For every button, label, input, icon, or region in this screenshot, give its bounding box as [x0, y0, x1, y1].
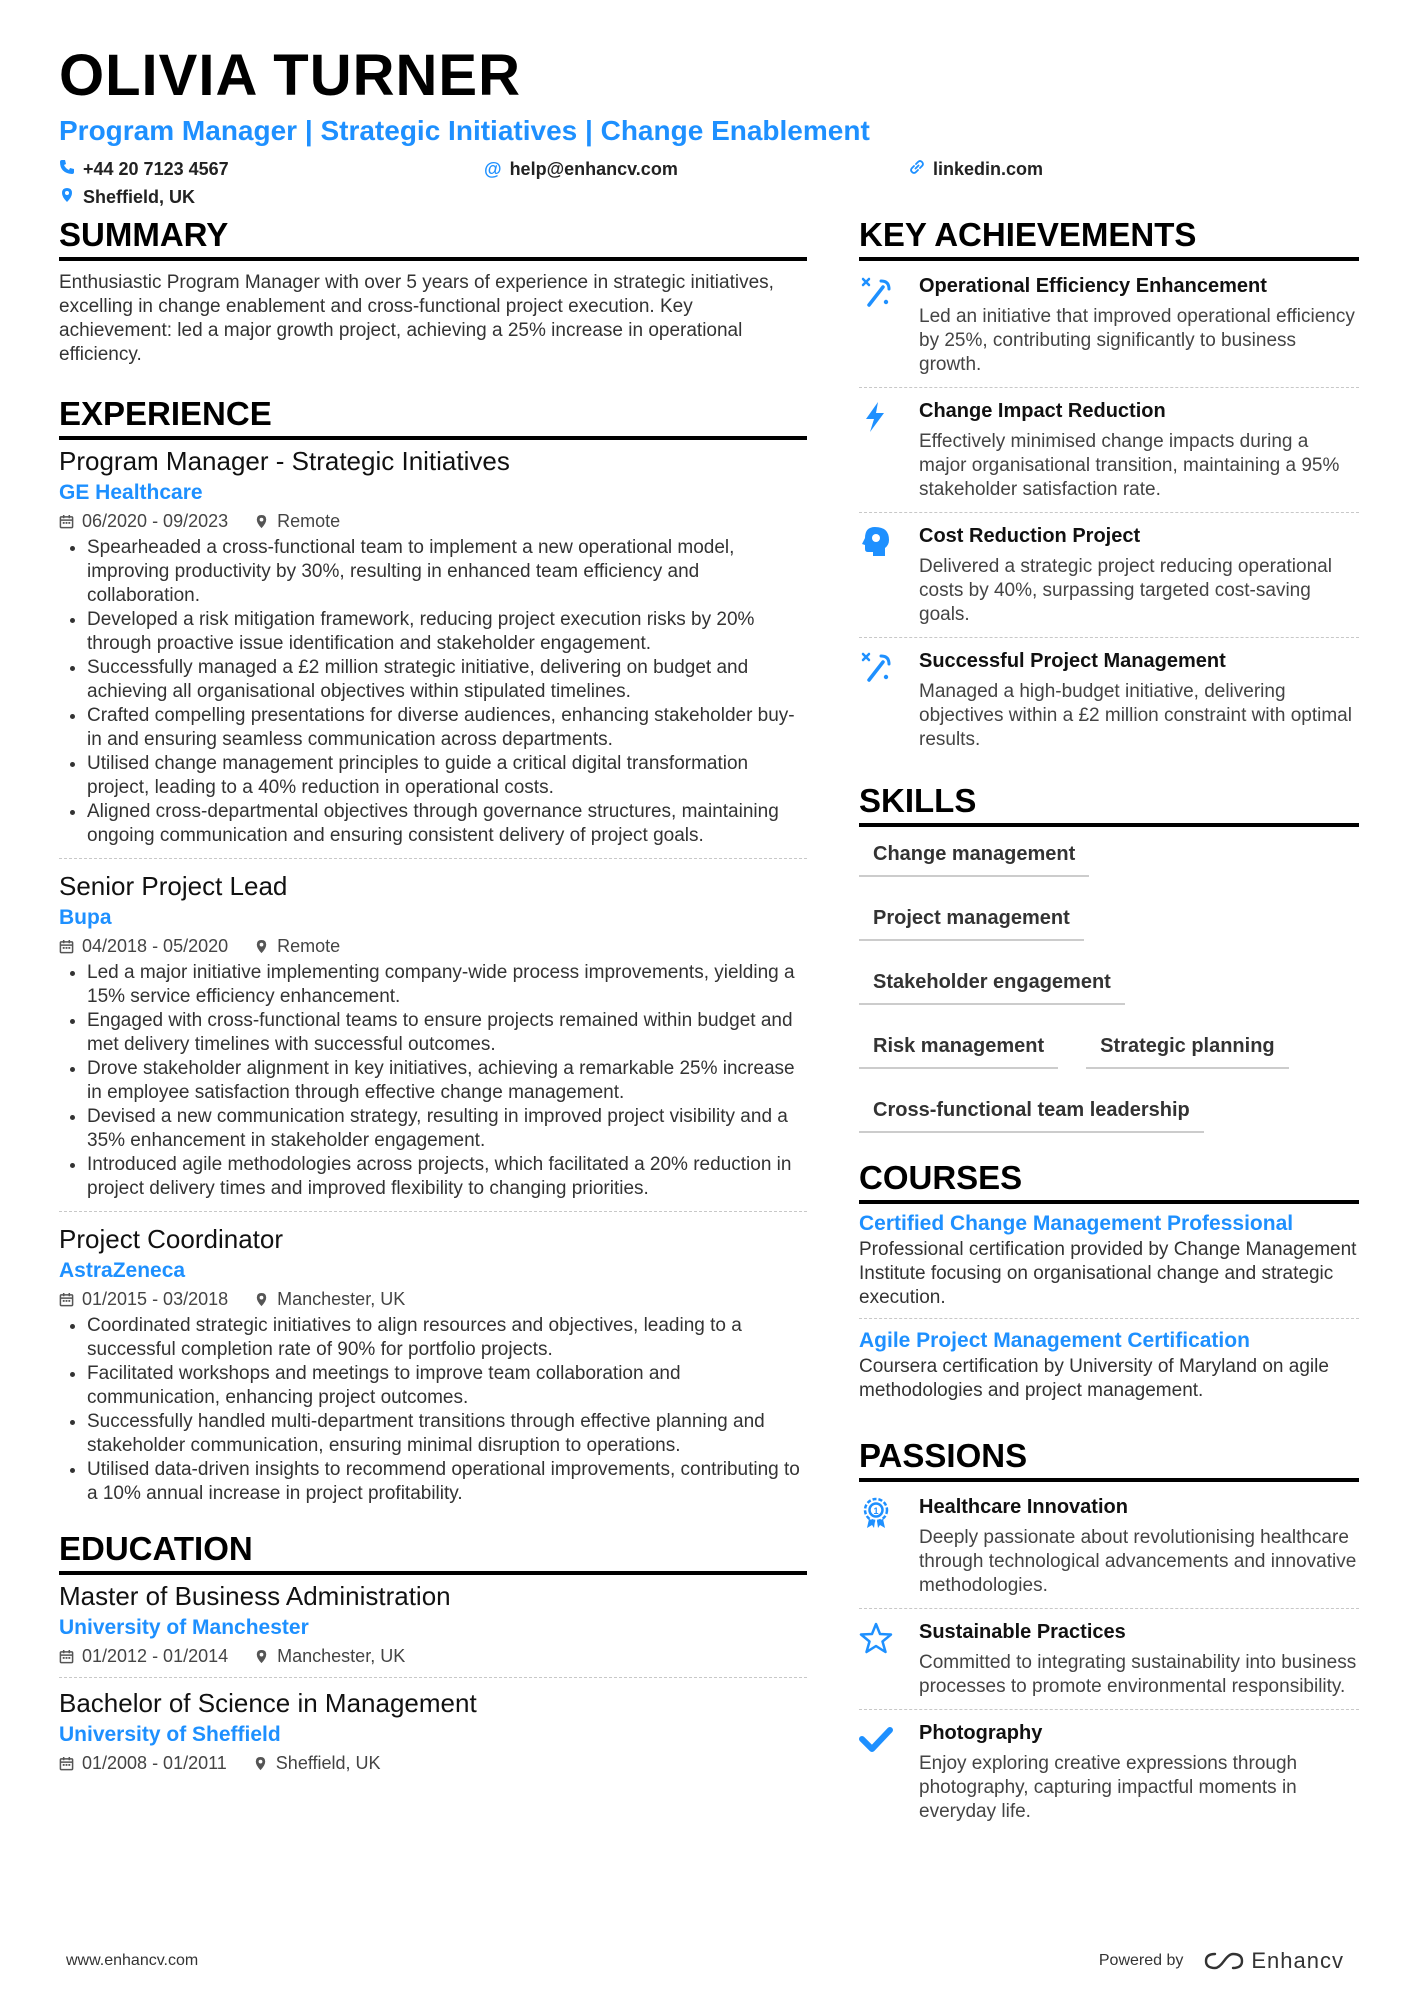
- right-column: [859, 216, 1359, 1834]
- skills-heading: SKILLS: [859, 782, 1359, 827]
- course-list: [859, 1210, 1359, 1411]
- location-pin-icon: [254, 1649, 269, 1664]
- skill-tag: Project management: [859, 905, 1084, 941]
- location-pin-icon: [254, 514, 269, 529]
- item-body: [919, 1619, 1359, 1699]
- course-item: [859, 1210, 1359, 1319]
- at-icon: @: [484, 158, 502, 179]
- powered-by: [1099, 1948, 1344, 1974]
- job-bullet: • Devised a new communication strategy, resulting in improved project visibility and a 35% enhancement in stakeholder engagement.: [87, 1105, 807, 1153]
- job-role: Senior Project Lead: [59, 871, 288, 901]
- job-bullets: [59, 961, 807, 1201]
- email-text[interactable]: help@enhancv.com: [509, 158, 678, 179]
- star-icon: [859, 1619, 919, 1699]
- education-entry: [59, 1579, 807, 1678]
- job-role: Program Manager - Strategic Initiatives: [59, 446, 510, 476]
- skill-tag: Stakeholder engagement: [859, 969, 1125, 1005]
- job-location-text: Remote: [277, 936, 341, 956]
- education-dates: [59, 1750, 227, 1776]
- job-dates-text: 04/2018 - 05/2020: [82, 936, 229, 956]
- calendar-icon: [59, 514, 74, 529]
- education-location: [254, 1643, 405, 1669]
- achievement-item: [859, 388, 1359, 513]
- achievement-item: [859, 513, 1359, 638]
- achievement-list: [859, 263, 1359, 762]
- job-entry: [59, 869, 807, 1212]
- location-text: Sheffield, UK: [83, 186, 196, 207]
- item-title: Operational Efficiency Enhancement: [919, 275, 1267, 297]
- lightning-icon: [859, 398, 919, 502]
- job-bullet: • Developed a risk mitigation framework, reducing project execution risks by 20% through proactive issue identification and stakeholder engagement.: [87, 608, 807, 656]
- location-pin-icon: [253, 1756, 268, 1771]
- achievement-item: [859, 263, 1359, 388]
- item-description: Led an initiative that improved operational efficiency by 25%, contributing significantly to business growth.: [919, 306, 1355, 375]
- job-location: [254, 508, 340, 534]
- course-title: Agile Project Management Certification: [859, 1329, 1250, 1352]
- job-role: Project Coordinator: [59, 1224, 283, 1254]
- education-location-text: Sheffield, UK: [275, 1753, 381, 1773]
- summary-text: Enthusiastic Program Manager with over 5 years of experience in strategic initiatives, excelling in change enablement and cross-functional project execution. Key achievement: led a major growth project, achieving a 25% increase in operational efficiency.: [59, 272, 774, 365]
- job-bullet: • Successfully handled multi-department transitions through effective planning and stakeholder communication, ensuring minimal disruption to operations.: [87, 1410, 807, 1458]
- summary-heading: SUMMARY: [59, 216, 807, 261]
- course-description: Professional certification provided by Change Management Institute focusing on organisational change and strategic execution.: [859, 1239, 1357, 1308]
- skill-tag: Strategic planning: [1086, 1033, 1288, 1069]
- skill-list: [859, 841, 1359, 1133]
- contact-email[interactable]: [484, 156, 909, 182]
- course-item: [859, 1327, 1359, 1411]
- item-description: Managed a high-budget initiative, delivering objectives within a £2 million constraint with optimal results.: [919, 681, 1352, 750]
- left-column: [59, 216, 807, 1792]
- job-location-text: Remote: [277, 511, 341, 531]
- job-meta: [59, 508, 807, 534]
- job-bullet: • Led a major initiative implementing company-wide process improvements, yielding a 15% service efficiency enhancement.: [87, 961, 807, 1009]
- education-heading: EDUCATION: [59, 1530, 807, 1575]
- contact-phone: [59, 156, 484, 182]
- courses-heading: COURSES: [859, 1159, 1359, 1204]
- footer-website[interactable]: www.enhancv.com: [66, 1952, 199, 1969]
- checkmark-icon: [859, 1720, 919, 1824]
- phone-icon: [59, 159, 75, 180]
- job-dates: [59, 1286, 228, 1312]
- item-description: Enjoy exploring creative expressions through photography, capturing impactful moments in everyday life.: [919, 1753, 1298, 1822]
- magic-wand-icon: [859, 648, 919, 752]
- summary-section: [59, 216, 807, 367]
- education-location: [253, 1750, 381, 1776]
- experience-section: [59, 395, 807, 1516]
- item-body: [919, 273, 1359, 377]
- job-list: [59, 444, 807, 1516]
- item-description: Effectively minimised change impacts during a major organisational transition, maintaining a 95% stakeholder satisfaction rate.: [919, 431, 1340, 500]
- passion-item: [859, 1609, 1359, 1710]
- education-dates-text: 01/2008 - 01/2011: [82, 1753, 227, 1773]
- job-bullet: • Crafted compelling presentations for diverse audiences, enhancing stakeholder buy-in and ensuring seamless communication across departments.: [87, 704, 807, 752]
- item-title: Change Impact Reduction: [919, 400, 1166, 422]
- job-location: [254, 1286, 405, 1312]
- contact-location: [59, 184, 195, 210]
- job-company: GE Healthcare: [59, 481, 203, 504]
- passion-item: [859, 1710, 1359, 1834]
- contact-row: [59, 156, 1359, 182]
- phone-text: +44 20 7123 4567: [83, 158, 229, 179]
- skills-section: [859, 782, 1359, 1133]
- job-bullet: • Coordinated strategic initiatives to align resources and objectives, leading to a successful completion rate of 90% for portfolio projects.: [87, 1314, 807, 1362]
- passions-heading: PASSIONS: [859, 1437, 1359, 1482]
- location-pin-icon: [59, 187, 75, 208]
- passions-section: [859, 1437, 1359, 1834]
- achievements-heading: KEY ACHIEVEMENTS: [859, 216, 1359, 261]
- item-body: [919, 398, 1359, 502]
- achievement-item: [859, 638, 1359, 762]
- job-entry: [59, 1222, 807, 1516]
- item-description: Delivered a strategic project reducing operational costs by 40%, surpassing targeted cost-saving goals.: [919, 556, 1332, 625]
- skill-tag: Cross-functional team leadership: [859, 1097, 1204, 1133]
- job-bullet: • Aligned cross-departmental objectives through governance structures, maintaining ongoing communication and ensuring consistent delivery of project goals.: [87, 800, 807, 848]
- enhancv-logo-icon: [1203, 1950, 1245, 1972]
- footer: [66, 1948, 1344, 1974]
- passion-item: [859, 1484, 1359, 1609]
- job-dates: [59, 508, 228, 534]
- job-bullet: • Successfully managed a £2 million strategic initiative, delivering on budget and achieving all organisational objectives within stipulated timelines.: [87, 656, 807, 704]
- job-bullets: [59, 536, 807, 848]
- job-bullets: [59, 1314, 807, 1506]
- job-bullet: • Introduced agile methodologies across projects, which facilitated a 20% reduction in project delivery times and improved flexibility to changing priorities.: [87, 1153, 807, 1201]
- courses-section: [859, 1159, 1359, 1411]
- job-location-text: Manchester, UK: [277, 1289, 406, 1309]
- location-row: [59, 184, 1359, 210]
- job-company: Bupa: [59, 906, 112, 929]
- experience-heading: EXPERIENCE: [59, 395, 807, 440]
- job-bullet: • Facilitated workshops and meetings to improve team collaboration and communication, enhancing project outcomes.: [87, 1362, 807, 1410]
- job-bullet: • Drove stakeholder alignment in key initiatives, achieving a remarkable 25% increase in employee satisfaction through effective change management.: [87, 1057, 807, 1105]
- job-meta: [59, 933, 807, 959]
- job-entry: [59, 444, 807, 859]
- education-section: [59, 1530, 807, 1784]
- powered-by-label: Powered by: [1098, 1952, 1184, 1969]
- item-body: [919, 648, 1359, 752]
- education-school: University of Manchester: [59, 1616, 309, 1639]
- item-body: [919, 523, 1359, 627]
- calendar-icon: [59, 939, 74, 954]
- job-dates-text: 01/2015 - 03/2018: [82, 1289, 229, 1309]
- resume-page: [59, 40, 1359, 1822]
- calendar-icon: [59, 1756, 74, 1771]
- education-degree: Master of Business Administration: [59, 1581, 451, 1611]
- candidate-title: Program Manager | Strategic Initiatives | Change Enablement: [59, 115, 870, 146]
- education-meta: [59, 1750, 807, 1776]
- course-description: Coursera certification by University of Maryland on agile methodologies and project management.: [859, 1356, 1329, 1401]
- linkedin-text[interactable]: linkedin.com: [933, 158, 1044, 179]
- enhancv-brand-text: Enhancv: [1251, 1948, 1344, 1973]
- item-body: [919, 1494, 1359, 1598]
- item-title: Successful Project Management: [919, 650, 1226, 672]
- passion-list: [859, 1484, 1359, 1834]
- skill-tag: Change management: [859, 841, 1089, 877]
- head-idea-icon: [859, 523, 919, 627]
- job-location: [254, 933, 340, 959]
- svg-text:1: 1: [873, 1506, 879, 1516]
- job-company: AstraZeneca: [59, 1259, 186, 1282]
- education-dates: [59, 1643, 228, 1669]
- education-list: [59, 1579, 807, 1784]
- education-entry: [59, 1686, 807, 1784]
- candidate-name: OLIVIA TURNER: [59, 43, 521, 108]
- location-pin-icon: [254, 939, 269, 954]
- education-school: University of Sheffield: [59, 1723, 281, 1746]
- skill-tag: Risk management: [859, 1033, 1058, 1069]
- item-description: Committed to integrating sustainability into business processes to promote environmental responsibility.: [919, 1652, 1357, 1697]
- job-bullet: • Utilised data-driven insights to recommend operational improvements, contributing to a 10% annual increase in project profitability.: [87, 1458, 807, 1506]
- item-description: Deeply passionate about revolutionising healthcare through technological advancements and innovative methodologies.: [919, 1527, 1357, 1596]
- calendar-icon: [59, 1292, 74, 1307]
- job-dates: [59, 933, 228, 959]
- course-title: Certified Change Management Professional: [859, 1212, 1294, 1235]
- job-bullet: • Engaged with cross-functional teams to ensure projects remained within budget and met delivery timelines with successful outcomes.: [87, 1009, 807, 1057]
- item-title: Sustainable Practices: [919, 1621, 1126, 1643]
- education-dates-text: 01/2012 - 01/2014: [82, 1646, 229, 1666]
- item-title: Photography: [919, 1722, 1043, 1744]
- item-title: Healthcare Innovation: [919, 1496, 1128, 1518]
- education-location-text: Manchester, UK: [277, 1646, 406, 1666]
- calendar-icon: [59, 1649, 74, 1664]
- job-meta: [59, 1286, 807, 1312]
- education-meta: [59, 1643, 807, 1669]
- award-badge-icon: [859, 1494, 919, 1598]
- magic-wand-icon: [859, 273, 919, 377]
- job-bullet: • Utilised change management principles to guide a critical digital transformation project, leading to a 40% reduction in operational costs.: [87, 752, 807, 800]
- job-bullet: • Spearheaded a cross-functional team to implement a new operational model, improving productivity by 30%, resulting in enhanced team efficiency and collaboration.: [87, 536, 807, 608]
- location-pin-icon: [254, 1292, 269, 1307]
- item-title: Cost Reduction Project: [919, 525, 1141, 547]
- link-icon: [909, 159, 925, 180]
- enhancv-logo[interactable]: [1203, 1948, 1344, 1974]
- contact-linkedin[interactable]: [909, 156, 1043, 182]
- achievements-section: [859, 216, 1359, 762]
- education-degree: Bachelor of Science in Management: [59, 1688, 477, 1718]
- item-body: [919, 1720, 1359, 1824]
- job-dates-text: 06/2020 - 09/2023: [82, 511, 229, 531]
